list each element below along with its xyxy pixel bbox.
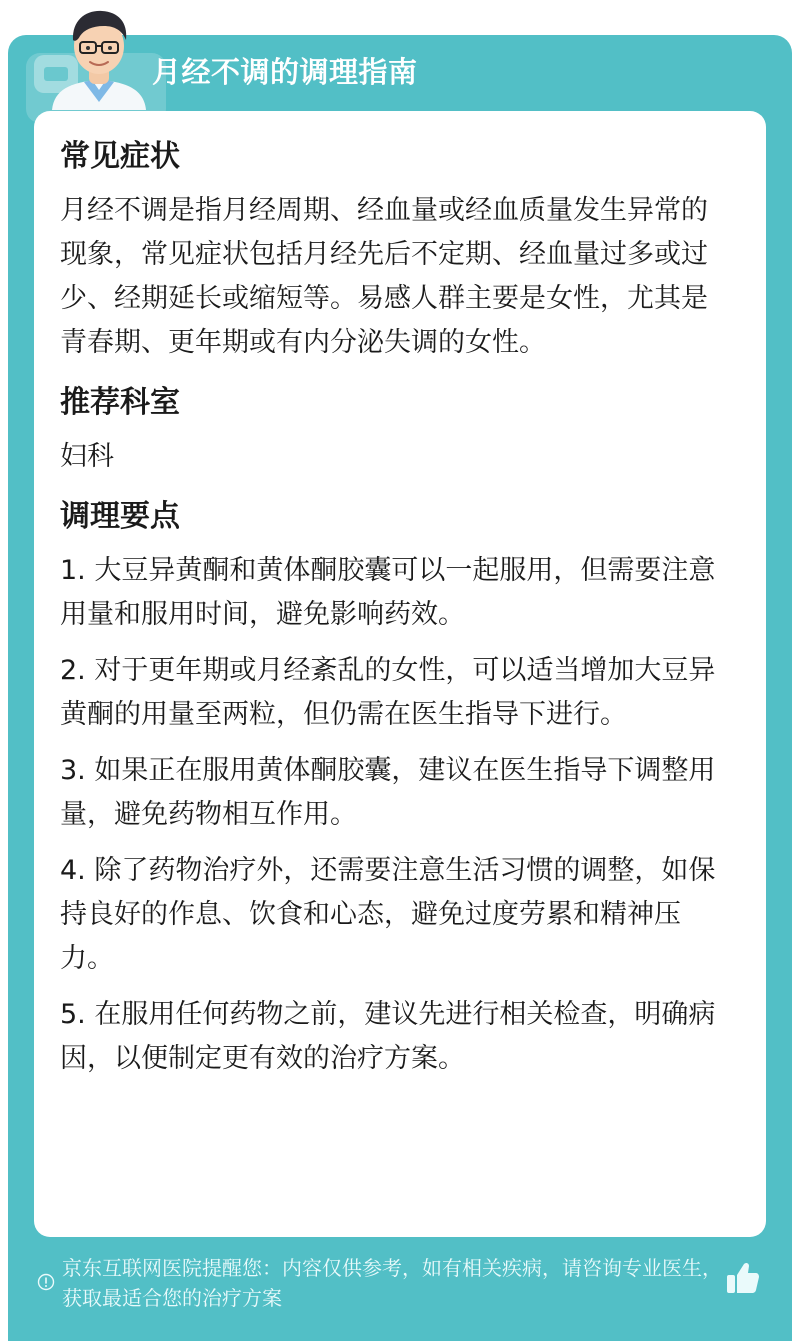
- tip-item-5: 5. 在服用任何药物之前，建议先进行相关检查，明确病因，以便制定更有效的治疗方案。: [60, 999, 716, 1074]
- department-heading: 推荐科室: [60, 385, 180, 420]
- tip-item-1: 1. 大豆异黄酮和黄体酮胶囊可以一起服用，但需要注意用量和服用时间，避免影响药效。: [60, 555, 716, 630]
- doctor-avatar-icon: [44, 6, 154, 110]
- content-card: [34, 111, 766, 1237]
- tips-heading: 调理要点: [60, 499, 180, 534]
- symptoms-heading: 常见症状: [60, 139, 180, 174]
- tip-item-4: 4. 除了药物治疗外，还需要注意生活习惯的调整，如保持良好的作息、饮食和心态，避免过度劳累和精神压力。: [60, 855, 716, 974]
- tip-item-2: 2. 对于更年期或月经紊乱的女性，可以适当增加大豆异黄酮的用量至两粒，但仍需在医生指导下进行。: [60, 655, 716, 730]
- content-body: [60, 133, 730, 1093]
- tip-item-3: 3. 如果正在服用黄体酮胶囊，建议在医生指导下调整用量，避免药物相互作用。: [60, 755, 716, 830]
- symptoms-text: 月经不调是指月经周期、经血量或经血质量发生异常的现象，常见症状包括月经先后不定期、经血量过多或过少、经期延长或缩短等。易感人群主要是女性，尤其是青春期、更年期或有内分泌失调的女性。: [60, 195, 708, 358]
- info-icon: [37, 1273, 55, 1291]
- thumbs-up-icon[interactable]: [722, 1258, 762, 1298]
- page-title: 月经不调的调理指南: [152, 55, 418, 89]
- department-text: 妇科: [60, 441, 114, 472]
- disclaimer-notice: 京东互联网医院提醒您：内容仅供参考，如有相关疾病，请咨询专业医生，获取最适合您的治疗方案: [62, 1256, 722, 1310]
